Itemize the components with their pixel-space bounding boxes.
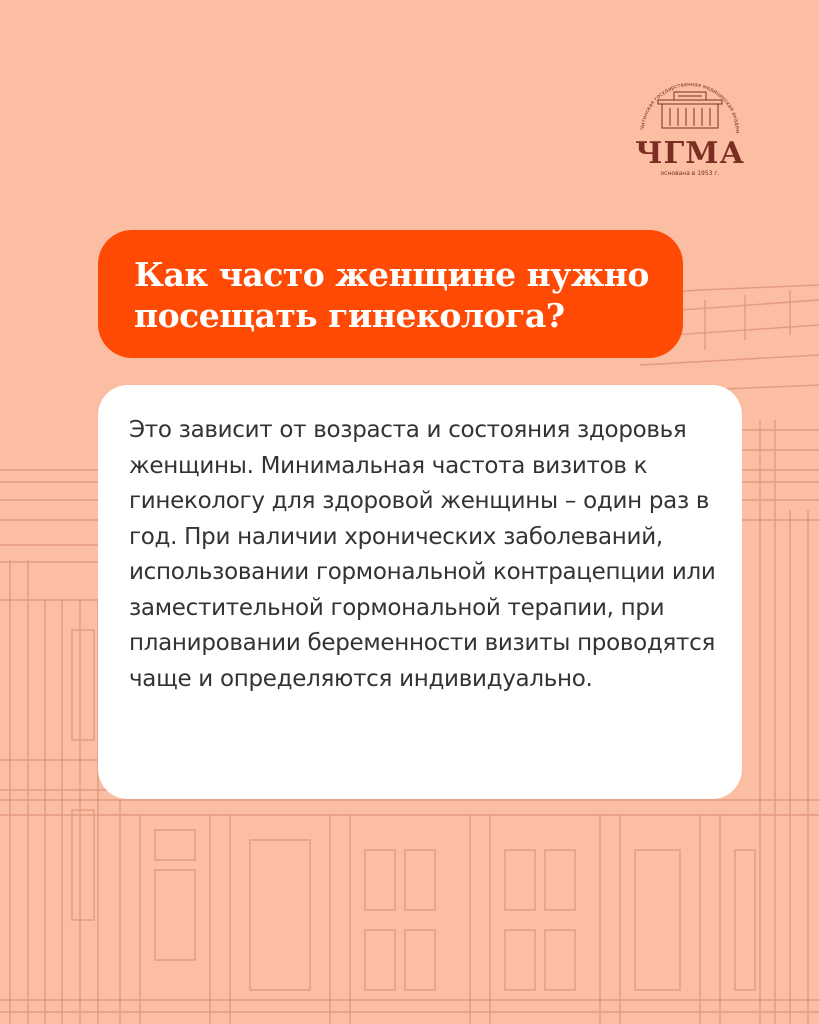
headline-banner [98, 230, 683, 358]
answer-text: Это зависит от возраста и состояния здоровья женщины. Минимальная частота визитов к гинекологу для здоровой женщины – один раз в год. При наличии хронических заболеваний, использовании гормональной контрацепции или заместительной гормональной терапии, при планировании беременности визиты проводятся чаще и определяются индивидуально. [129, 417, 716, 692]
headline: Как часто женщине нужно посещать гинеколога? [134, 255, 649, 335]
answer-card [98, 385, 742, 799]
logo-founded-text: основана в 1953 г. [660, 170, 720, 177]
logo-text: ЧГМА [635, 136, 745, 171]
logo [630, 78, 750, 183]
logo-arc-text: Читинская государственная медицинская академ [640, 81, 741, 134]
building-emblem-icon [630, 78, 750, 138]
svg-text:Читинская государственная меди [630, 78, 740, 133]
